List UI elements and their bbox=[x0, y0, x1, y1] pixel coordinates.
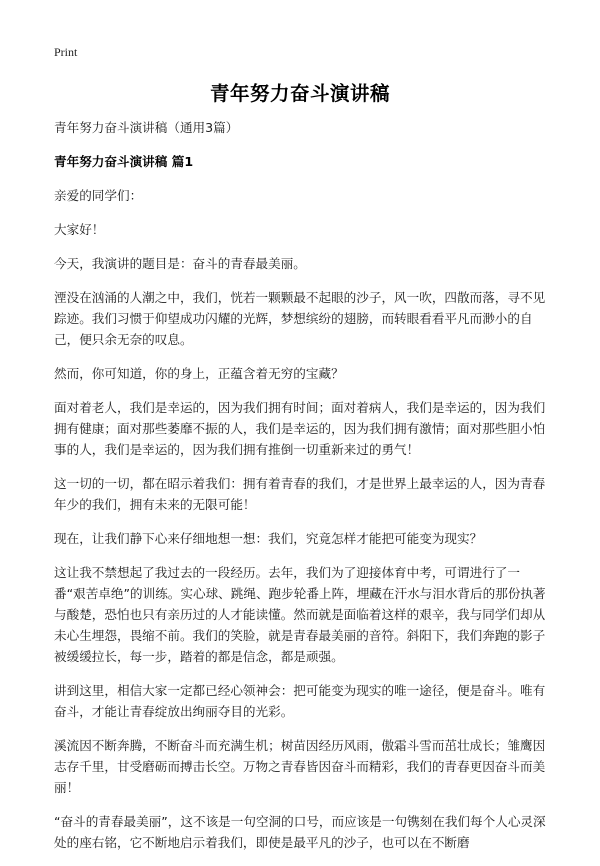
print-link[interactable]: Print bbox=[54, 45, 78, 59]
paragraph-question: 现在，让我们静下心来仔细地想一想：我们，究竟怎样才能把可能变为现实？ bbox=[54, 531, 483, 546]
paragraph-experience: 这让我不禁想起了我过去的一段经历。去年，我们为了迎接体育中考，可谓进行了一番“艰苦卓绝”的训练。实心球、跳绳、跑步轮番上阵，埋藏在汗水与泪水背后的那份执著与酸楚，恐怕也只有亲历过的人才能读懂。然而就是面临着这样的艰辛，我与同学们却从未心生埋怨，畏缩不前。我们的笑脸，就是青春最美丽的音符。斜阳下，我们奔跑的影子被缓缓拉长，每一步，踏着的都是信念，都是顽强。 bbox=[54, 565, 546, 664]
paragraph-lucky: 面对着老人，我们是幸运的，因为我们拥有时间；面对着病人，我们是幸运的，因为我们拥有健康；面对那些萎靡不振的人，我们是幸运的，因为我们拥有激情；面对那些胆小怕事的人，我们是幸运的，因为我们拥有推倒一切重新来过的勇气！ bbox=[54, 400, 546, 457]
paragraph-greeting: 亲爱的同学们： bbox=[54, 188, 143, 203]
section-heading: 青年努力奋斗演讲稿 篇1 bbox=[54, 154, 194, 169]
paragraph-conclusion: 讲到这里，相信大家一定都已经心领神会：把可能变为现实的唯一途径，便是奋斗。唯有奋斗，才能让青春绽放出绚丽夺目的光彩。 bbox=[54, 683, 546, 719]
document-body bbox=[54, 117, 548, 866]
paragraph-motto: “奋斗的青春最美丽”，这不该是一句空洞的口号，而应该是一句镌刻在我们每个人心灵深处的座右铭，它不断地启示着我们，即使是最平凡的沙子，也可以在不断磨 bbox=[54, 814, 546, 850]
document-subtitle: 青年努力奋斗演讲稿（通用3篇） bbox=[54, 120, 239, 135]
paragraph-treasure: 然而，你可知道，你的身上，正蕴含着无穷的宝藏？ bbox=[54, 366, 344, 381]
paragraph-youth-future: 这一切的一切，都在昭示着我们：拥有着青春的我们，才是世界上最幸运的人，因为青春年少的我们，拥有未来的无限可能！ bbox=[54, 476, 546, 512]
paragraph-nature: 溪流因不断奔腾，不断奋斗而充满生机；树苗因经历风雨，傲霜斗雪而茁壮成长；雏鹰因志存千里，甘受磨砺而搏击长空。万物之青春皆因奋斗而精彩，我们的青春更因奋斗而美丽！ bbox=[54, 738, 546, 795]
paragraph-hello: 大家好！ bbox=[54, 222, 105, 237]
paragraph-sand: 湮没在汹涌的人潮之中，我们，恍若一颗颗最不起眼的沙子，风一吹，四散而落，寻不见踪迹。我们习惯于仰望成功闪耀的光辉，梦想缤纷的翅膀，而转眼看看平凡而渺小的自己，便只余无奈的叹息。 bbox=[54, 290, 546, 347]
paragraph-topic: 今天，我演讲的题目是：奋斗的青春最美丽。 bbox=[54, 256, 306, 271]
page-title: 青年努力奋斗演讲稿 bbox=[209, 82, 390, 105]
